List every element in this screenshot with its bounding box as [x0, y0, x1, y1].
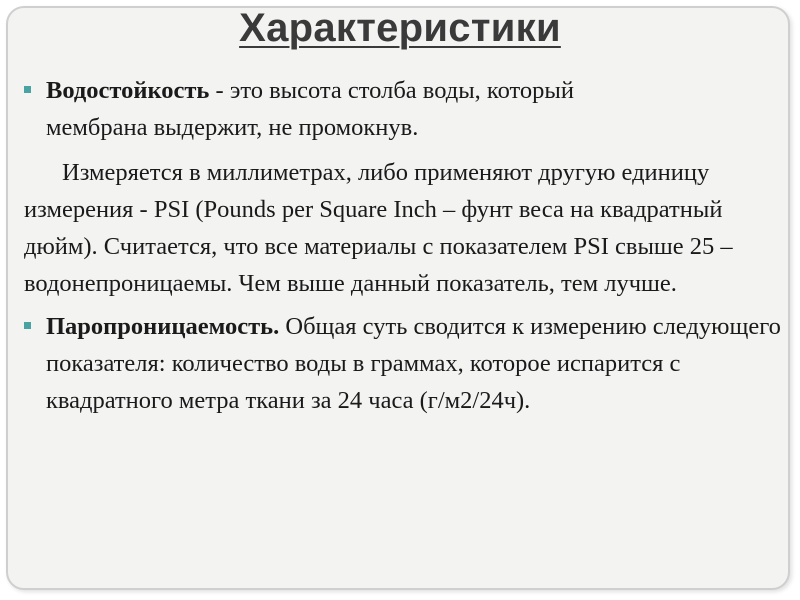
definition-line-2: мембрана выдержит, не промокнув. — [46, 114, 419, 141]
term-vapor-permeability: Паропроницаемость. — [46, 313, 280, 340]
slide-body — [24, 72, 784, 419]
vapor-permeability-text: Общая суть сводится к измерению следующего показателя: количество воды в граммах, которое испарится с квадратного метра ткани за 24 часа (г/м2/24ч). — [46, 313, 781, 414]
slide-title: Характеристики — [239, 6, 561, 50]
term-separator: - — [209, 77, 230, 104]
term-waterproofness: Водостойкость — [46, 77, 210, 104]
waterproofness-explanation: Измеряется в миллиметрах, либо применяют другую единицу измерения - PSI (Pounds per Square Inch – фунт веса на квадратный дюйм). Считается, что все материалы с показателем PSI свыше 25 – водонепроницаемы. Чем выше данный показатель, тем лучше. — [24, 159, 733, 297]
square-bullet-icon — [24, 322, 31, 329]
bullet-item-waterproofness — [24, 72, 784, 146]
definition-line-1: это высота столба воды, который — [229, 77, 574, 104]
bullet-item-vapor-permeability — [24, 308, 784, 419]
square-bullet-icon — [24, 86, 31, 93]
